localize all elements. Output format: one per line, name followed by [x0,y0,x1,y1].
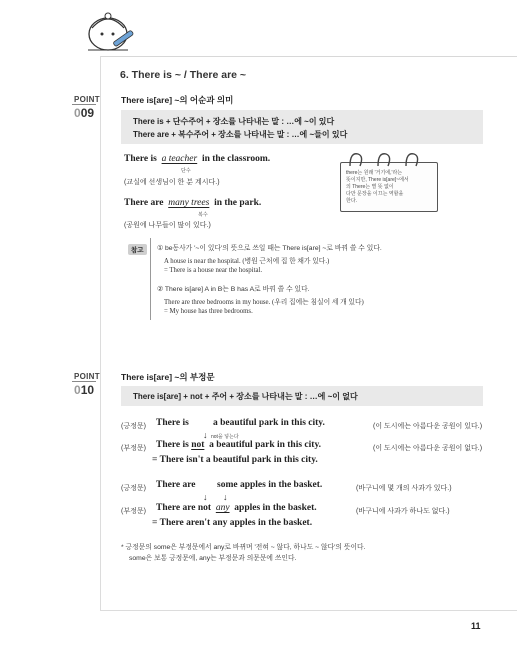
point-divider [72,104,96,105]
note-example: A house is near the hospital. (병원 근처에 집 한 채가 있다.) [164,258,330,265]
memo-text: there는 원래 '거기에,'라는 뜻이지만, There is[are]~에서 의 There는 별 뜻 없이 다만 문장을 이끄는 역할을 한다. [346,170,409,204]
footnote: * 긍정문의 some은 부정문에서 any로 바뀌며 '전혀 ~ 않다, 하나도 ~ 않다'의 뜻이다. [121,544,366,551]
example-sentence: There are not any apples in the basket. [156,503,317,513]
rule-line: There is[are] + not + 주어 + 장소를 나타내는 말 : …에 ~이 없다 [133,392,358,401]
mascot-illustration [78,6,136,58]
down-arrow-icon: ↓ [223,492,228,502]
point-number: 010 [74,383,95,397]
number-tag: 복수 [198,212,208,218]
margin-rule [100,56,101,611]
footer-rule [100,610,517,611]
translation: (공원에 나무들이 많이 있다.) [124,222,211,229]
example-sentence: There are many trees in the park. [124,198,262,208]
point-number: 009 [74,106,95,120]
translation: (바구니에 사과가 하나도 없다.) [356,508,450,515]
rule-line-1: There is + 단수주어 + 장소를 나타내는 말 : …에 ~이 있다 [133,117,335,126]
note-example: = My house has three bedrooms. [164,308,253,315]
sentence-label: (부정문) [121,445,146,452]
header-rule [100,56,517,57]
translation: (교실에 선생님이 한 분 계시다.) [124,179,220,186]
translation: (이 도시에는 아름다운 공원이 없다.) [373,445,483,452]
spiral-rings-icon [344,150,434,168]
translation: (바구니에 몇 개의 사과가 있다.) [356,485,452,492]
note-divider [150,238,151,320]
point-subtitle: There is[are] ~의 부정문 [121,372,215,382]
translation: (이 도시에는 아름다운 공원이 있다.) [373,423,483,430]
example-sentence: a beautiful park in this city. [213,418,325,428]
point-label: POINT [74,372,100,381]
note-line: ① be동사가 '~이 있다'의 뜻으로 쓰일 때는 There is[are] ~로 바꿔 쓸 수 있다. [157,245,382,252]
point-subtitle: There is[are] ~의 어순과 의미 [121,95,234,105]
rule-line-2: There are + 복수주어 + 장소를 나타내는 말 : …에 ~들이 있다 [133,130,348,139]
note-example: There are three bedrooms in my house. (우리 집에는 침실이 세 개 있다) [164,299,364,306]
sentence-label: (부정문) [121,508,146,515]
example-sentence: There is a teacher in the classroom. [124,154,271,164]
note-tag: 참고 [128,244,147,255]
section-title: 6. There is ~ / There are ~ [120,69,247,81]
point-label: POINT [74,95,100,104]
page-number: 11 [471,621,481,631]
example-sentence: There are [156,480,196,490]
example-sentence: some apples in the basket. [217,480,323,490]
example-sentence: There is not a beautiful park in this city. [156,440,322,450]
note-example: = There is a house near the hospital. [164,267,263,274]
down-arrow-icon: ↓ [203,492,208,502]
note-line: ② There is[are] A in B는 B has A로 바꿔 쓸 수 있다. [157,286,310,293]
example-sentence: There is [156,418,189,428]
down-arrow-icon: ↓ [203,430,208,440]
hint-text: not을 넣는다 [211,434,239,440]
example-sentence: = There aren't any apples in the basket. [152,518,313,528]
example-sentence: = There isn't a beautiful park in this city. [152,455,318,465]
sentence-label: (긍정문) [121,485,146,492]
sentence-label: (긍정문) [121,423,146,430]
footnote: some은 보통 긍정문에, any는 부정문과 의문문에 쓰인다. [129,555,297,562]
point-divider [72,381,96,382]
number-tag: 단수 [181,168,191,174]
